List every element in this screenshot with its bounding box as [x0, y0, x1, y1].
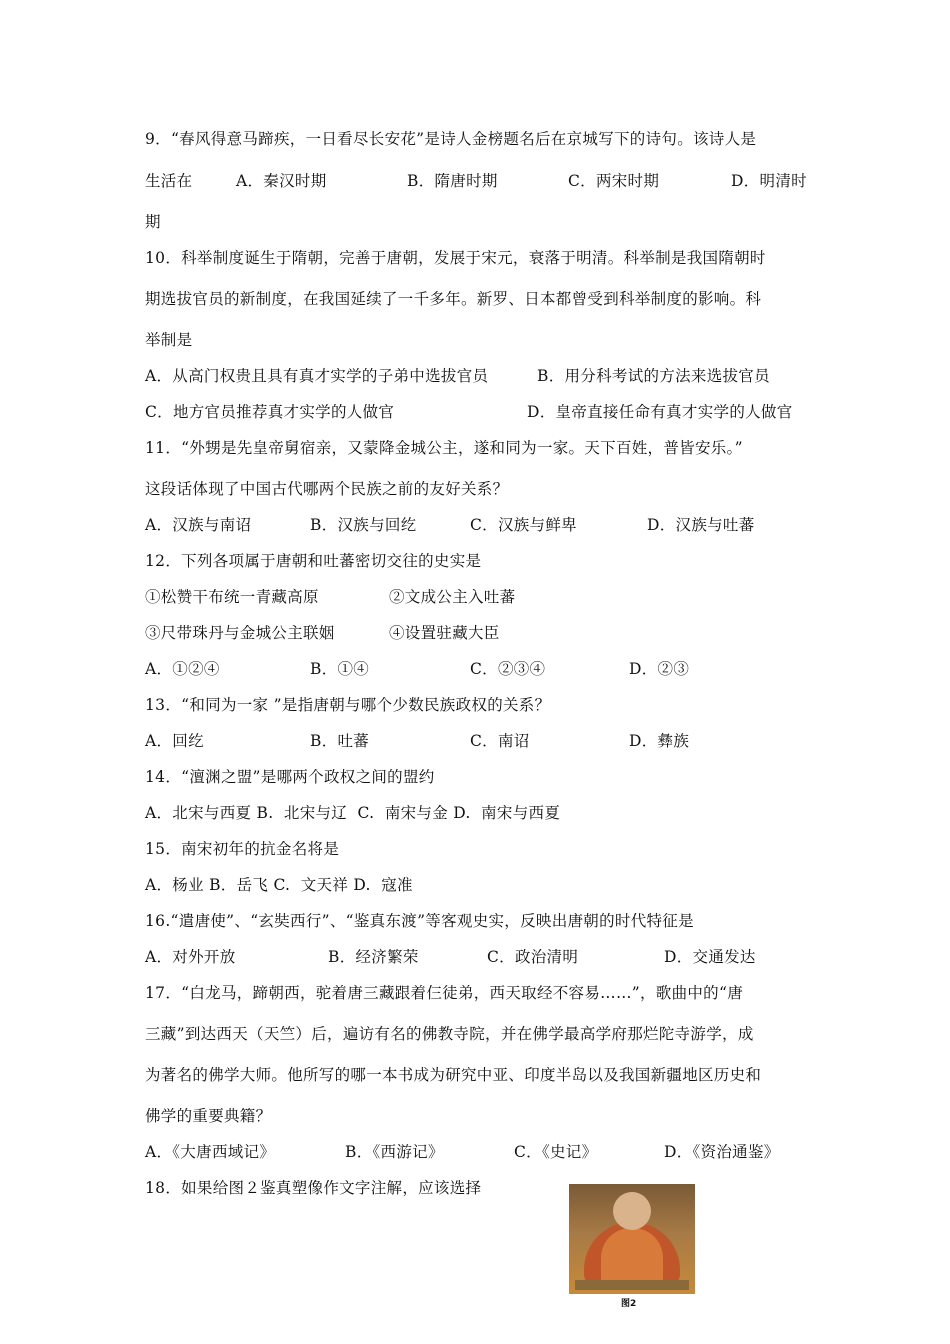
q13-option-b: B．吐蕃	[310, 732, 370, 750]
jianzhen-statue-image	[569, 1184, 695, 1294]
q12-item-4: ④设置驻藏大臣	[389, 624, 500, 642]
q18-stem: 18．如果给图２鉴真塑像作文字注解，应该选择	[145, 1179, 482, 1197]
q10-option-a: A．从高门权贵且具有真才实学的子弟中选拔官员	[145, 367, 489, 385]
q10-stem-line2: 期选拔官员的新制度，在我国延续了一千多年。新罗、日本都曾受到科举制度的影响。科	[145, 290, 762, 308]
q10-stem-line3: 举制是	[145, 331, 193, 349]
q13-option-c: C．南诏	[470, 732, 530, 750]
q12-item-1: ①松赞干布统一青藏高原	[145, 588, 319, 606]
q13-stem: 13．“和同为一家 ”是指唐朝与哪个少数民族政权的关系？	[145, 696, 551, 714]
q10-option-c: C．地方官员推荐真才实学的人做官	[145, 403, 395, 421]
q11-option-b: B．汉族与回纥	[310, 516, 417, 534]
q16-stem: 16.“遣唐使”、“玄奘西行”、“鉴真东渡”等客观史实，反映出唐朝的时代特征是	[145, 912, 694, 930]
q12-option-d: D．②③	[629, 660, 690, 678]
q9-option-a: A．秦汉时期	[236, 172, 327, 190]
q16-option-b: B．经济繁荣	[328, 948, 419, 966]
q12-option-c: C．②③④	[470, 660, 546, 678]
q11-option-d: D．汉族与吐蕃	[647, 516, 755, 534]
figure-caption: 图2	[621, 1299, 637, 1309]
q9-stem-line3: 期	[145, 213, 161, 231]
q15-stem: 15．南宋初年的抗金名将是	[145, 840, 340, 858]
q16-option-d: D．交通发达	[664, 948, 756, 966]
q14-stem: 14．“澶渊之盟”是哪两个政权之间的盟约	[145, 768, 435, 786]
q13-option-d: D．彝族	[629, 732, 690, 750]
q17-stem-line2: 三藏”到达西天（天竺）后，遍访有名的佛教寺院，并在佛学最高学府那烂陀寺游学，成	[145, 1025, 754, 1043]
q17-option-b: B．《西游记》	[345, 1143, 444, 1161]
q10-option-d: D．皇帝直接任命有真才实学的人做官	[527, 403, 793, 421]
q11-option-a: A．汉族与南诏	[145, 516, 252, 534]
q16-option-a: A．对外开放	[145, 948, 236, 966]
q9-option-c: C．两宋时期	[568, 172, 660, 190]
q10-option-b: B．用分科考试的方法来选拔官员	[537, 367, 770, 385]
q9-option-b: B．隋唐时期	[407, 172, 498, 190]
q17-stem-line1: 17．“白龙马，蹄朝西，驼着唐三藏跟着仨徒弟，西天取经不容易……”，歌曲中的“唐	[145, 984, 743, 1002]
q15-options: A．杨业 B．岳飞 C. 文天祥 D. 寇准	[145, 876, 413, 894]
q11-stem-line2: 这段话体现了中国古代哪两个民族之前的友好关系？	[145, 480, 509, 498]
q17-stem-line3: 为著名的佛学大师。他所写的哪一本书成为研究中亚、印度半岛以及我国新疆地区历史和	[145, 1066, 762, 1084]
q10-stem-line1: 10．科举制度诞生于隋朝，完善于唐朝，发展于宋元，衰落于明清。科举制是我国隋朝时	[145, 249, 766, 267]
q9-stem-line2: 生活在	[145, 172, 193, 190]
q9-option-d: D．明清时	[731, 172, 807, 190]
q17-option-a: A．《大唐西域记》	[145, 1143, 276, 1161]
q11-stem-line1: 11．“外甥是先皇帝舅宿亲，又蒙降金城公主，遂和同为一家。天下百姓，普皆安乐。”	[145, 439, 743, 457]
q17-option-c: C．《史记》	[514, 1143, 598, 1161]
q12-item-2: ②文成公主入吐蕃	[389, 588, 516, 606]
q9-stem-line1: 9．“春风得意马蹄疾，一日看尽长安花”是诗人金榜题名后在京城写下的诗句。该诗人是	[145, 130, 757, 148]
q11-option-c: C．汉族与鲜卑	[470, 516, 577, 534]
q16-option-c: C．政治清明	[487, 948, 579, 966]
q14-options: A．北宋与西夏 B. 北宋与辽 C. 南宋与金 D. 南宋与西夏	[145, 804, 561, 822]
q17-option-d: D．《资治通鉴》	[664, 1143, 780, 1161]
q13-option-a: A．回纥	[145, 732, 204, 750]
q12-item-3: ③尺带珠丹与金城公主联姻	[145, 624, 335, 642]
q17-stem-line4: 佛学的重要典籍？	[145, 1107, 272, 1125]
q12-option-b: B．①④	[310, 660, 370, 678]
q12-stem: 12．下列各项属于唐朝和吐蕃密切交往的史实是	[145, 552, 482, 570]
q12-option-a: A．①②④	[145, 660, 220, 678]
